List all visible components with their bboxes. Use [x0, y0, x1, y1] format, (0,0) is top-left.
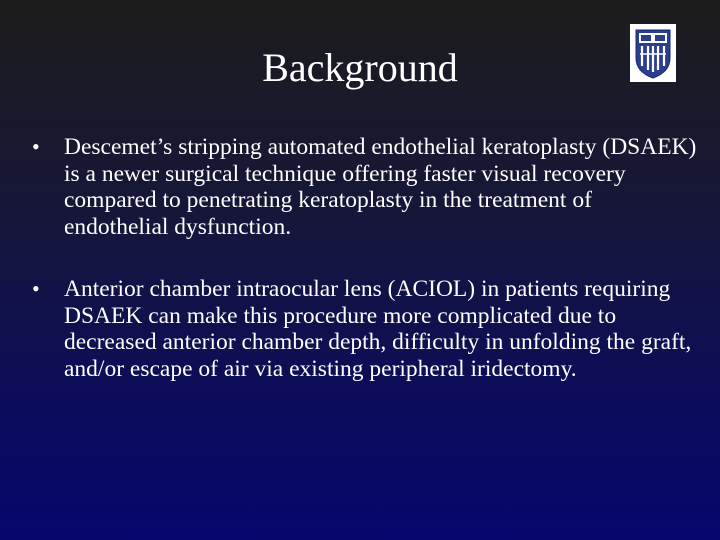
bullet-list — [30, 134, 700, 418]
bullet-item — [30, 134, 700, 240]
bullet-marker: • — [32, 134, 40, 159]
bullet-text: Anterior chamber intraocular lens (ACIOL) in patients requiring DSAEK can make this procedure more complicated due to decreased anterior chamber depth, difficulty in unfolding the graft, and/or escape of air via existing peripheral iridectomy. — [64, 276, 692, 382]
university-shield-icon — [630, 24, 676, 82]
bullet-marker: • — [32, 276, 40, 301]
bullet-text: Descemet’s stripping automated endothelial keratoplasty (DSAEK) is a newer surgical technique offering faster visual recovery compared to penetrating keratoplasty in the treatment of endothelial dysfunction. — [64, 134, 697, 240]
bullet-item — [30, 276, 700, 382]
slide-title: Background — [262, 45, 458, 90]
